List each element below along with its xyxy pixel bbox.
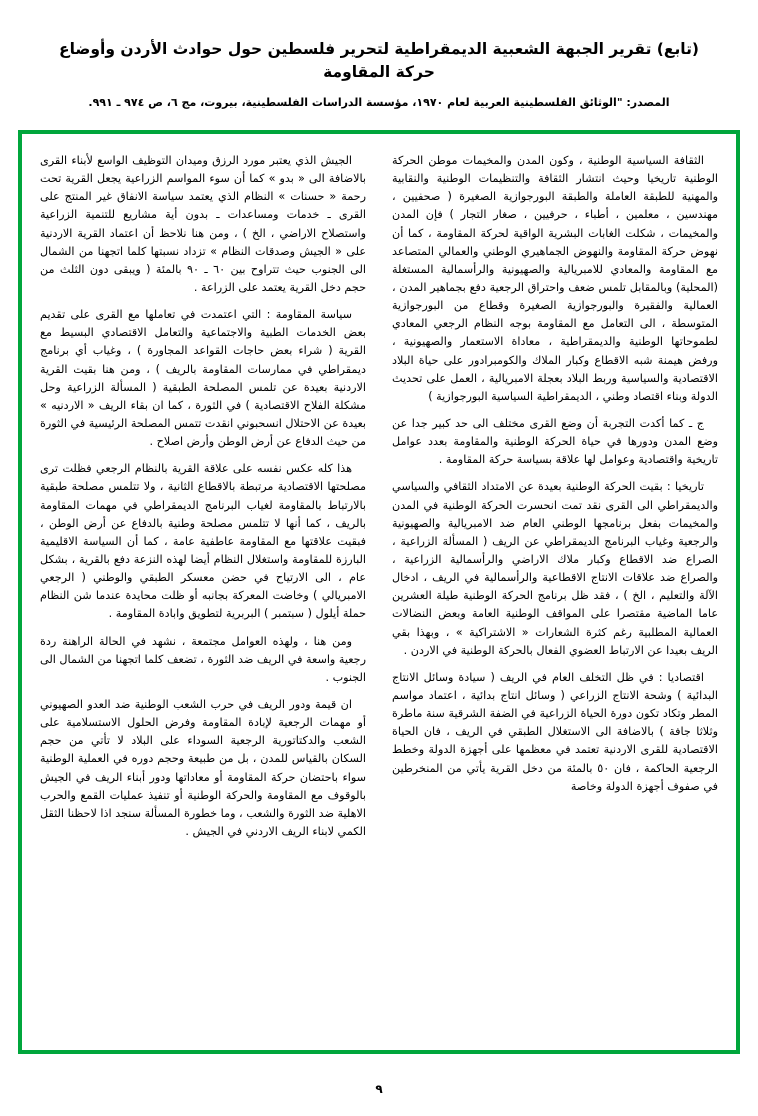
paragraph: ج ـ كما أكدت التجربة أن وضع القرى مختلف الى حد كبير جدا عن وضع المدن ودورها في حياة الحركة الوطنية والمقاومة بعدد عوامل تاريخية واقتصادية وعوامل لها علاقة بسياسة حركة المقاومة . (392, 416, 718, 467)
paragraph: تاريخيا : بقيت الحركة الوطنية بعيدة عن الامتداد الثقافي والسياسي والديمقراطي الى القرى نقد تمت انحسرت الحركة الوطنية في المدن والمخيمات بفعل برنامجها الوطني العام ضد الامبريالية والصهيونية والرجعية وغياب البرنامج الديمقراطي عن الريف ( المسألة الزراعية ، الصراع ضد الاقطاع وكبار ملاك الاراضي والرأسمالية الزراعية ، والصراع ضد علاقات الانتاج الاقطاعية والرأسمالية في الريف ، ادخال الآلة والتعليم ، الخ ) ، فقد ظل برنامج الحركة الوطنية طيلة العشرين عاما الماضية مقتصرا على المواقف الوطنية العامة وبعض النضالات العمالية المطلبية رغم كثرة الشعارات « الاشتراكية » ، وبهذا بقي الريف بعيدا عن الارتباط العضوي الفعال بالحركة الوطنية في الاردن . (392, 480, 718, 657)
paragraph: هذا كله عكس نفسه على علاقة القرية بالنظام الرجعي فظلت ترى مصلحتها الاقتصادية مرتبطة بالاقطاع الثانية ، ولا تتلمس مصلحة طبقية بالارتباط بالمقاومة لغياب البرنامج الديمقراطي في مهمات المقاومة بالريف ، كما أنها لا تتلمس مصلحة وطنية بالدفاع عن أرض الوطن ، فبقيت علاقتها مع المقاومة عاطفية عامة ، كما أن السياسة الاقليمية البارزة للمقاومة واستغلال النظام أيضا لهذه النزعة دفع بالقرية ، بشكل عام ، الى الارتياح في حضن معسكر الطبقي والوطني ( الرجعي الامبريالي ) وخاضت المعركة بجانبه أو ظلت محايدة عندما شن النظام حملة أيلول ( سبتمبر ) البربرية لتطويق وابادة المقاومة . (40, 462, 366, 621)
document-source-line: المصدر: "الوثائق الفلسطينية العربية لعام ١٩٧٠، مؤسسة الدراسات الفلسطينية، بيروت، مج ٦، ص ٩٧٤ ـ ٩٩١. (88, 95, 670, 109)
paragraph: الجيش الذي يعتبر مورد الرزق وميدان التوظيف الواسع لأبناء القرى بالاضافة الى « بدو » كما أن سوء المواسم الزراعية يجعل القرية تحت رحمة « حسنات » النظام الذي يعتمد سياسة الانفاق غير المنتج على القرى ـ خدمات ومساعدات ـ بدون أية مشاريع للتنمية الزراعية واستصلاح الاراضي ، الخ ) ، ومن هنا نلاحظ أن اعتماد القرية الاردنية على « الجيش وصدقات النظام » تزداد نسبتها كلما اتجهنا من الشمال الى الجنوب حيث تتراوح بين ٦٠ ـ ٩٠ بالمئة ( ويبقى دون الثلث من حجم دخل القرية يعتمد على الزراعة . (40, 154, 366, 294)
column-left (40, 152, 366, 1038)
columns-container (40, 152, 718, 1038)
paragraph: ومن هنا ، ولهذه العوامل مجتمعة ، نشهد في الحالة الراهنة ردة رجعية واسعة في الريف ضد الثورة ، تضعف كلما اتجهنا من الشمال الى الجنوب . (40, 634, 366, 684)
paragraph: ان قيمة ودور الريف في حرب الشعب الوطنية ضد العدو الصهيوني أو مهمات الرجعية لإبادة المقاومة وفرض الحلول الاستسلامية على الشعب والدكتاتورية الرجعية السوداء على البلاد لا تأتي من حجم السكان بالقياس للمدن ، بل من طبيعة وحجم دوره في العملية الوطنية سواء باحتضان حركة المقاومة أو معاداتها ودور أبناء الريف في الجيش بالوقوف مع المقاومة والحركة الوطنية أو تنفيذ عمليات القمع والحرب الاهلية ضد الثورة والشعب ، وما خطورة المسألة سنجد اذا لاحظنا الثقل الكمي لابناء الريف الاردني في الجيش . (40, 697, 366, 838)
paragraph: سياسة المقاومة : التي اعتمدت في تعاملها مع القرى على تقديم بعض الخدمات الطبية والاجتماعية والتعامل الاقتصادي البسيط مع القرية ( شراء بعض حاجات القواعد المجاورة ) ، وغياب أي برنامج ديمقراطي في ممارسات المقاومة بالريف ) ، ومن هنا بقيت القرية الاردنية بعيدة عن تلمس المصلحة الطبقية ( المسألة الزراعية وحل مشكلة الفلاح الاقتصادية ) في الثورة ، كما ان بقاء الريف « الاردنيه » بعيدة عن الاحتلال انسحبوني انقدت تتمس المصلحة الرئيسية في الثورة من حيث الدفاع عن أرض الوطن وأرض اصلاح . (40, 308, 366, 449)
page-title: (تابع) تقرير الجبهة الشعبية الديمقراطية لتحرير فلسطين حول حوادث الأردن وأوضاع حركة المقاومة (58, 40, 699, 82)
page-number: ٩ (375, 1082, 383, 1096)
paragraph: اقتصاديا : في ظل التخلف العام في الريف ( سيادة وسائل الانتاج البدائية ) وشحة الانتاج الزراعي ( وسائل انتاج بدائية ، اعتماد مواسم المطر وتكاد تكون دورة الحياة الزراعية في الضفة الشرقية سنة ماطرة وثلاثا جافة ) بالاضافة الى الاستغلال الطبقي في الريف ، فان الحياة الاقتصادية للقرى الاردنية تعتمد في معظمها على أجهزة الدولة وخطط الرجعية الحاكمة ، فان ٥٠ بالمئة من دخل القرية يأتي من المنخرطين في صفوف أجهزة الدولة وخاصة (392, 670, 719, 793)
paragraph: الثقافة السياسية الوطنية ، وكون المدن والمخيمات موطن الحركة الوطنية تاريخيا وحيث انتشار الثقافة والتنظيمات الوطنية والنقابية والمهنية للطبقة العاملة والطبقة البورجوازية الصغيرة ( صحفيين ، مهندسين ، معلمين ، أطباء ، حرفيين ، صغار التجار ) فإن المدن والمخيمات ، شكلت الغابات البشرية الواقية لحركة المقاومة ، كما أن نهوض حركة المقاومة والنهوض الجماهيري الوطني والعمالي المتصاعد مع المقاومة والمعادي للامبريالية والصهيونية والرأسمالية المستغلة (المحلية) وبالمقابل تلمس ضعف واحتراق الرجعية دفع بجماهير المدن ، العمالية والفقيرة والبورجوازية الصغيرة وقطاع من البورجوازية المتوسطة ، الى التعامل مع المقاومة بوجه النظام الرجعي المعادي لطموحاتها الوطنية والديمقراطية ، معاداة الاستعمار والصهيونية ، ورفض هيمنة شبه الاقطاع وكبار الملاك والكومبرادور على حياة البلاد الاقتصادية والسياسية وربط البلاد بعجلة الامبريالية ، العمل على تحديث الدولة وبناء اقتصاد وطني ، الديمقراطية السياسية البورجوازية ) (392, 154, 718, 403)
column-right (392, 152, 718, 1038)
content-frame (18, 130, 740, 1054)
document-page (0, 38, 758, 1116)
